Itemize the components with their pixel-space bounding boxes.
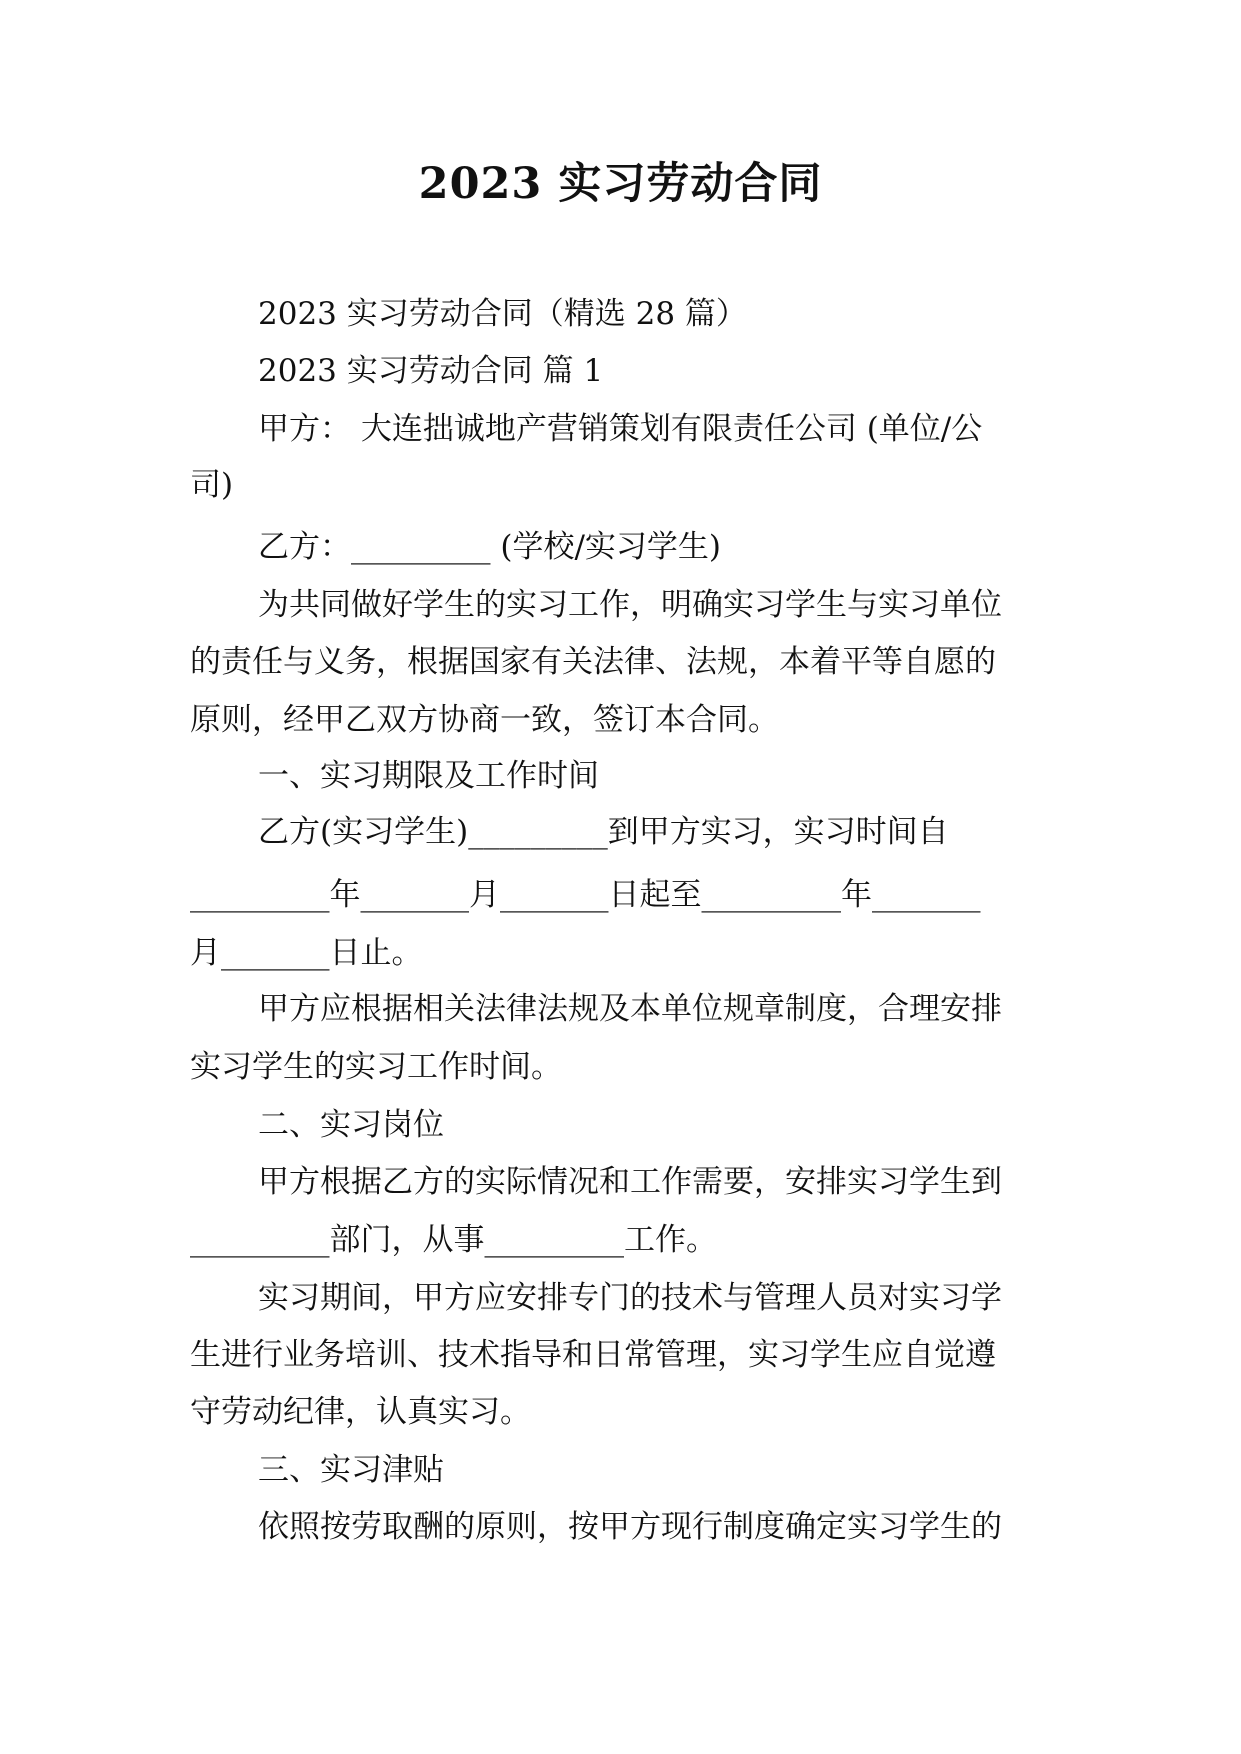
paragraph-line: 依照按劳取酬的原则，按甲方现行制度确定实习学生的 (258, 1509, 1002, 1545)
party-a-line: 甲方： 大连拙诚地产营销策划有限责任公司 (单位/公 (258, 411, 983, 447)
paragraph-line: 生进行业务培训、技术指导和日常管理，实习学生应自觉遵 (190, 1337, 996, 1373)
paragraph-line: 为共同做好学生的实习工作，明确实习学生与实习单位 (258, 587, 1002, 623)
paragraph-line: 实习学生的实习工作时间。 (190, 1049, 562, 1085)
document-title: 2023 实习劳动合同 (418, 159, 823, 209)
section-heading-line: 三、实习津贴 (258, 1452, 444, 1488)
paragraph-line: 原则，经甲乙双方协商一致，签订本合同。 (190, 702, 779, 738)
section-heading-line: 二、实习岗位 (258, 1107, 444, 1143)
section-heading-line: 2023 实习劳动合同 篇 1 (258, 353, 604, 389)
party-a-continuation-line: 司) (190, 467, 234, 503)
paragraph-line: _________部门，从事_________工作。 (190, 1222, 717, 1258)
paragraph-line: _________年_______月_______日起至_________年_______ (190, 877, 981, 913)
paragraph-line: 月_______日止。 (190, 935, 423, 971)
paragraph-line: 乙方(实习学生)_________到甲方实习，实习时间自 (258, 814, 949, 850)
paragraph-line: 守劳动纪律，认真实习。 (190, 1394, 531, 1430)
party-b-line: 乙方：_________ (学校/实习学生) (258, 529, 721, 565)
section-heading-line: 一、实习期限及工作时间 (258, 758, 599, 794)
paragraph-line: 甲方应根据相关法律法规及本单位规章制度，合理安排 (258, 991, 1002, 1027)
paragraph-line: 的责任与义务，根据国家有关法律、法规，本着平等自愿的 (190, 644, 996, 680)
contract-subtitle-line: 2023 实习劳动合同（精选 28 篇） (258, 296, 747, 332)
paragraph-line: 实习期间，甲方应安排专门的技术与管理人员对实习学 (258, 1280, 1002, 1316)
paragraph-line: 甲方根据乙方的实际情况和工作需要，安排实习学生到 (258, 1164, 1002, 1200)
